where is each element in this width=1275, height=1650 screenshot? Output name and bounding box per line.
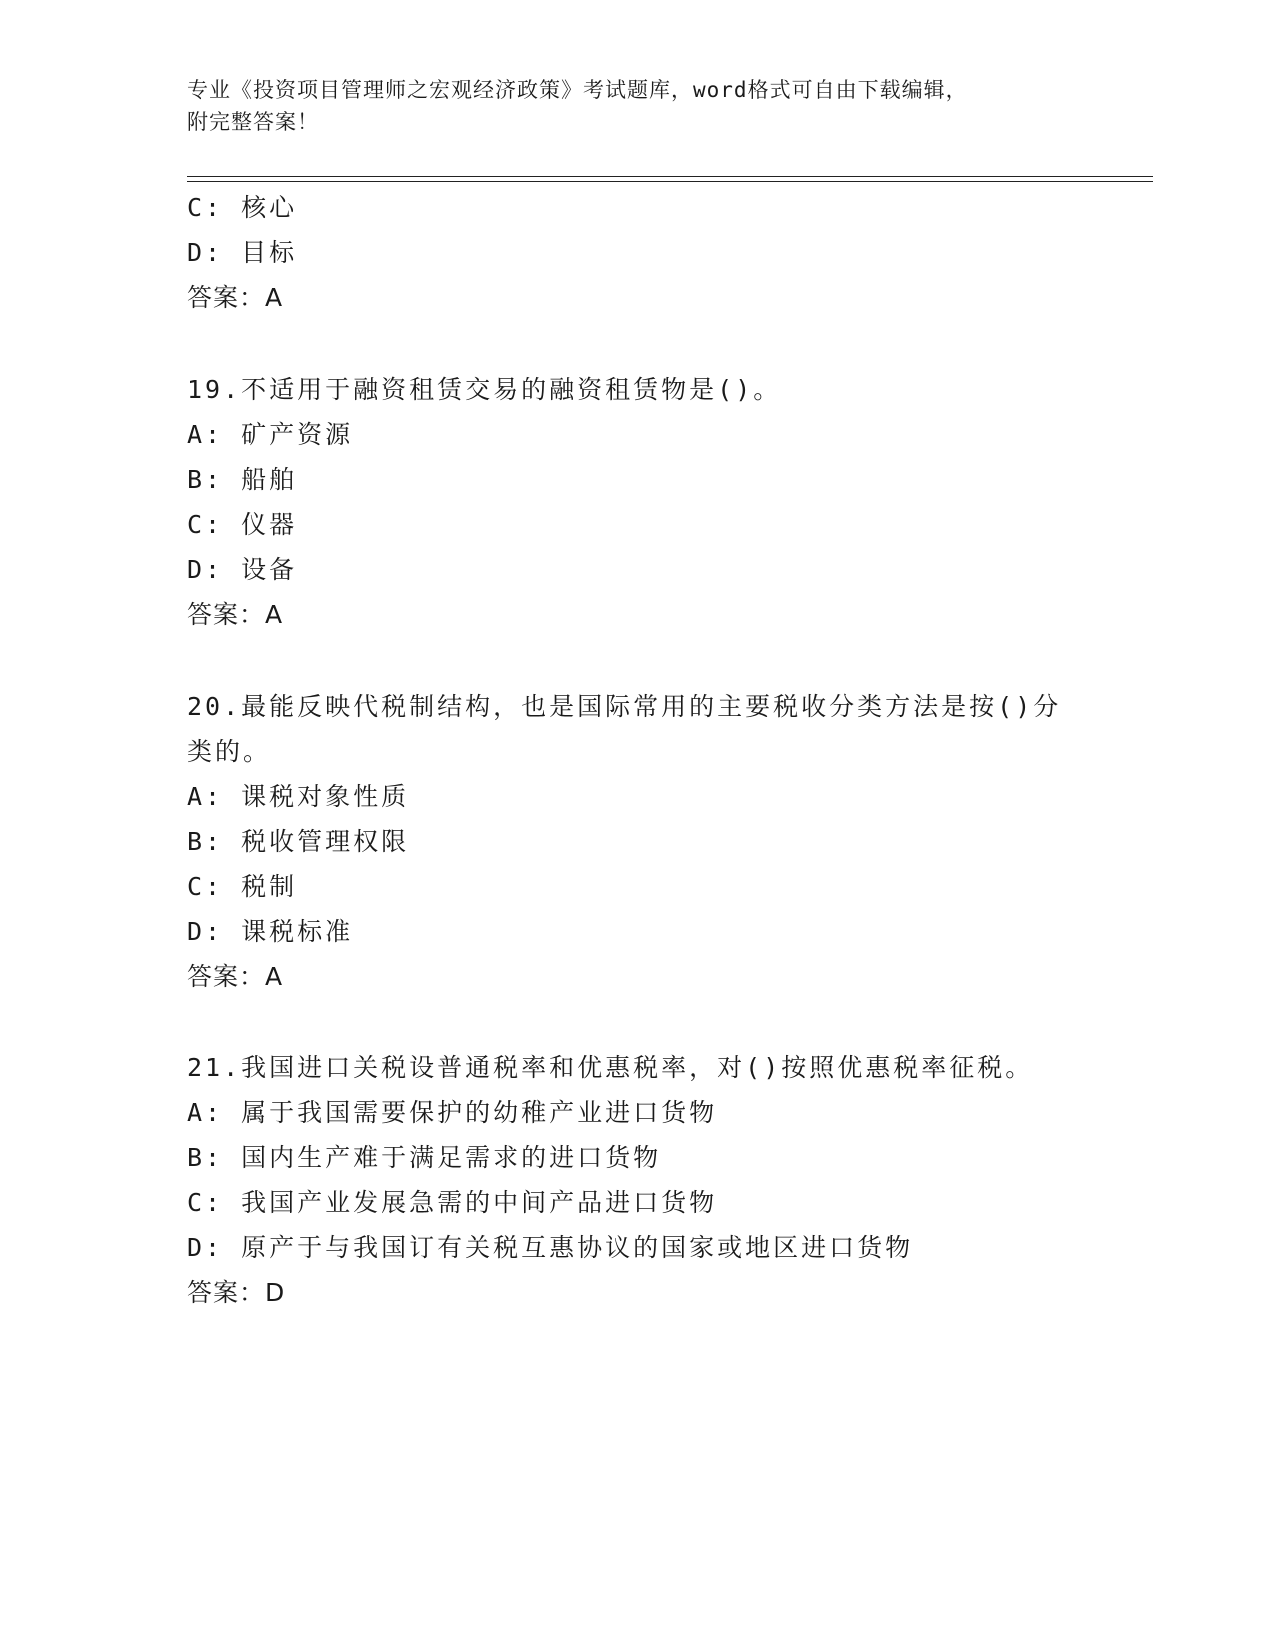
header-divider-bottom [187, 181, 1153, 182]
q19-option-b: B: 船舶 [187, 465, 298, 494]
q19-stem: 19.不适用于融资租赁交易的融资租赁物是()。 [187, 375, 782, 404]
prev-option-d: D: 目标 [187, 238, 298, 267]
q21-answer: 答案：D [187, 1278, 286, 1307]
q19-option-a: A: 矿产资源 [187, 420, 354, 449]
q20-answer: 答案：A [187, 962, 284, 991]
q21-option-c: C: 我国产业发展急需的中间产品进口货物 [187, 1188, 718, 1217]
header-line-1: 专业《投资项目管理师之宏观经济政策》考试题库，word格式可自由下载编辑， [187, 78, 968, 102]
prev-option-c: C: 核心 [187, 193, 298, 222]
document-header [187, 74, 1087, 138]
header-line-2: 附完整答案！ [187, 110, 319, 134]
q21-stem: 21.我国进口关税设普通税率和优惠税率，对()按照优惠税率征税。 [187, 1053, 1034, 1082]
q20-option-d: D: 课税标准 [187, 917, 354, 946]
q21-option-b: B: 国内生产难于满足需求的进口货物 [187, 1143, 662, 1172]
prev-answer: 答案：A [187, 283, 284, 312]
header-divider-top [187, 176, 1153, 177]
q20-option-b: B: 税收管理权限 [187, 827, 410, 856]
q19-option-d: D: 设备 [187, 555, 298, 584]
q20-option-c: C: 税制 [187, 872, 298, 901]
q20-stem-line-1: 20.最能反映代税制结构，也是国际常用的主要税收分类方法是按()分 [187, 692, 1062, 721]
q19-option-c: C: 仪器 [187, 510, 298, 539]
q19-answer: 答案：A [187, 600, 284, 629]
q21-option-d: D: 原产于与我国订有关税互惠协议的国家或地区进口货物 [187, 1233, 914, 1262]
q20-option-a: A: 课税对象性质 [187, 782, 410, 811]
q20-stem-line-2: 类的。 [187, 737, 272, 766]
q21-option-a: A: 属于我国需要保护的幼稚产业进口货物 [187, 1098, 718, 1127]
